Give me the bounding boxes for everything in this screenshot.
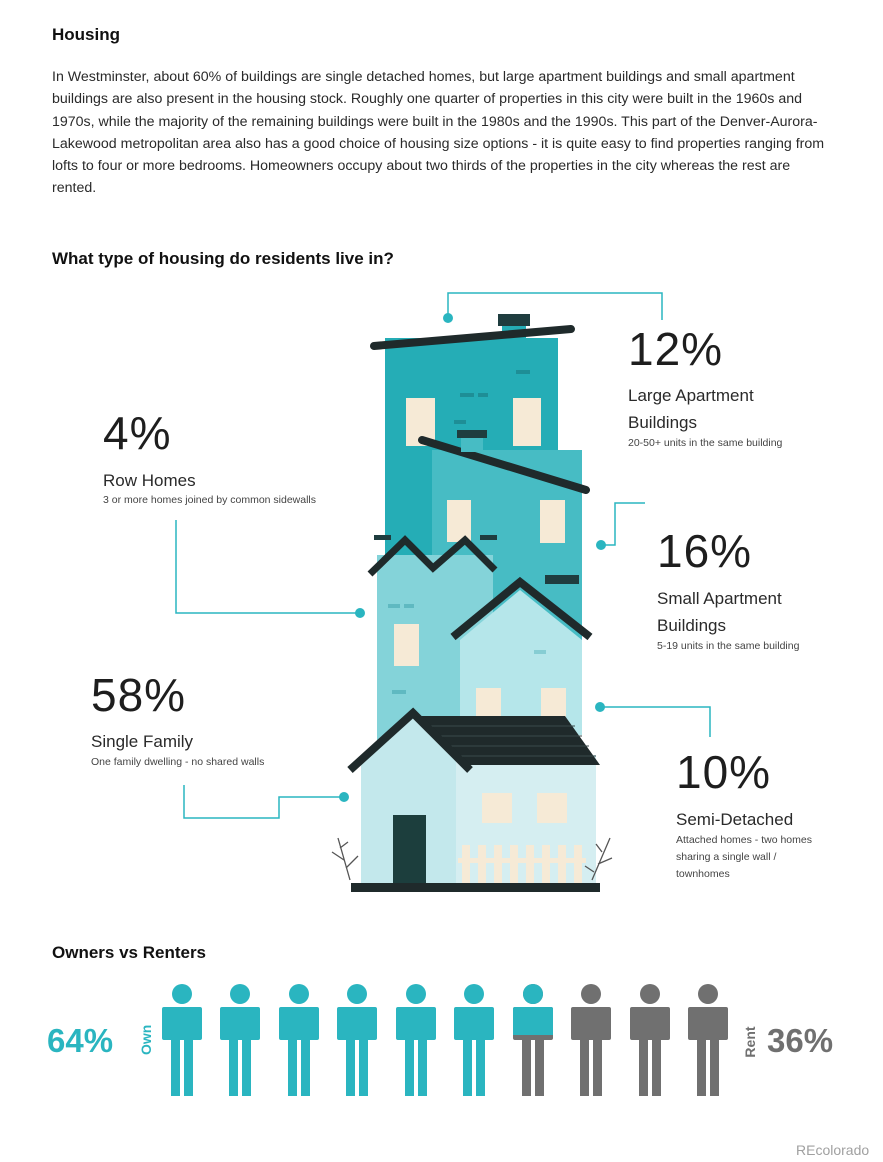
person-icon [625, 980, 675, 1100]
pct-small-apartment: 16% [657, 525, 753, 577]
rent-label: Rent [742, 1026, 758, 1058]
person-icon [508, 980, 558, 1100]
label-single-family: Single Family [91, 732, 194, 751]
people-pictogram [150, 980, 740, 1100]
label-large-apartment-line2: Buildings [628, 413, 697, 432]
section-title-housing: Housing [52, 25, 120, 44]
person-icon [683, 980, 733, 1100]
sub-semi-detached-line2: sharing a single wall / [676, 851, 777, 863]
section-title-housing-types: What type of housing do residents live in? [52, 249, 394, 268]
person-icon [215, 980, 265, 1100]
pct-large-apartment: 12% [628, 323, 724, 375]
person-icon [157, 980, 207, 1100]
sub-row-homes: 3 or more homes joined by common sidewalls [103, 494, 317, 506]
person-icon [391, 980, 441, 1100]
person-icon [274, 980, 324, 1100]
sub-small-apartment: 5-19 units in the same building [657, 640, 800, 652]
own-label: Own [138, 1024, 154, 1055]
person-icon [332, 980, 382, 1100]
label-large-apartment-line1: Large Apartment [628, 386, 754, 405]
person-icon [566, 980, 616, 1100]
sub-single-family: One family dwelling - no shared walls [91, 756, 265, 768]
sub-semi-detached-line3: townhomes [676, 868, 730, 880]
label-small-apartment-line2: Buildings [657, 616, 726, 635]
own-percentage: 64% [47, 1022, 114, 1059]
housing-paragraph: In Westminster, about 60% of buildings are single detached homes, but large apartment buildings and small apartment buildings are also present in the housing stock. Roughly one quarter of properties in this city were built in the 1960s and 1970s, while the majority of the remaining buildings were built in the 1980s and the 1990s. This part of the Denver-Aurora-Lakewood metropolitan area also has a good choice of housing size options - it is quite easy to find properties ranging from lofts to four or more bedrooms. Homeowners occupy about two thirds of the properties in the city whereas the rest are rented. [52, 69, 825, 197]
person-icon [449, 980, 499, 1100]
pct-semi-detached: 10% [676, 746, 772, 798]
label-row-homes: Row Homes [103, 471, 196, 490]
pct-row-homes: 4% [103, 407, 172, 459]
sub-semi-detached-line1: Attached homes - two homes [676, 834, 812, 846]
single-family-house [332, 713, 612, 892]
label-small-apartment-line1: Small Apartment [657, 589, 782, 608]
section-title-owners-renters: Owners vs Renters [52, 943, 207, 962]
label-semi-detached: Semi-Detached [676, 810, 794, 829]
bush-left [332, 838, 358, 880]
pct-single-family: 58% [91, 669, 187, 721]
sub-large-apartment: 20-50+ units in the same building [628, 437, 783, 449]
rent-percentage: 36% [767, 1022, 834, 1059]
credit-recolorado: REcolorado [796, 1142, 870, 1158]
